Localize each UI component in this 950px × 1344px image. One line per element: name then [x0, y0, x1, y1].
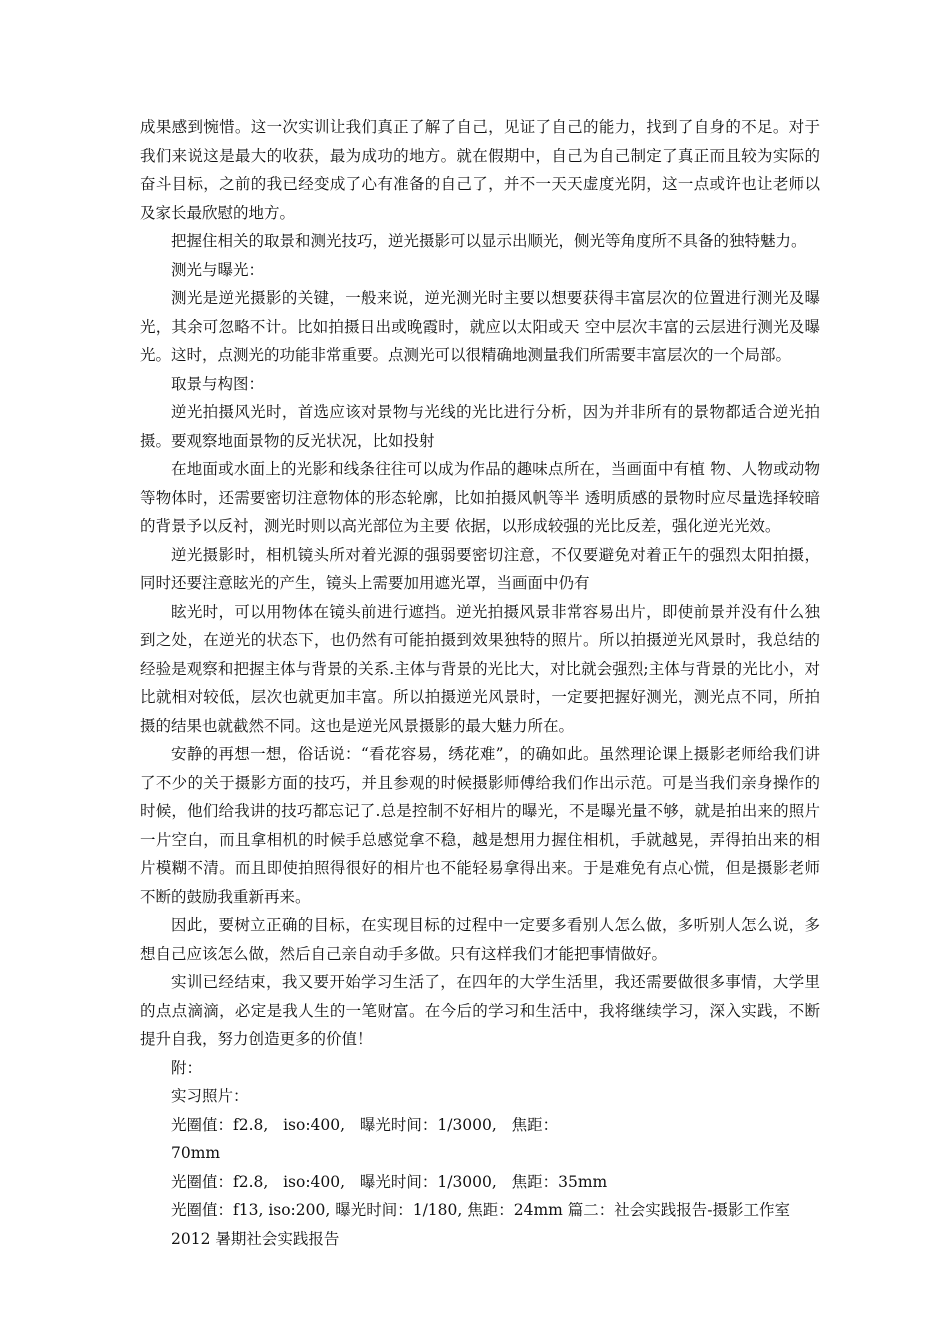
appendix-label: 附： — [171, 1058, 203, 1077]
paragraph-glare-blocking: 眩光时，可以用物体在镜头前进行遮挡。逆光拍摄风景非常容易出片，即使前景并没有什么独到之处，在逆光的状态下，也仍然有可能拍摄到效果独特的照片。所以拍摄逆光风景时，我总结的经验是观察和把握主体与背景的关系.主体与背景的光比大，对比就会强烈;主体与背景的光比小，对比就相对较低，层次也就更加丰富。所以拍摄逆光风景时，一定要把握好测光，测光点不同，所拍摄的结果也就截然不同。这也是逆光风景摄影的最大魅力所在。 — [140, 602, 820, 735]
photos-label: 实习照片： — [171, 1087, 249, 1105]
heading-framing-composition: 取景与构图： — [171, 374, 265, 393]
photo-settings-line-2: 光圈值：f2.8, iso:400, 曝光时间：1/3000, 焦距：35mm — [171, 1172, 608, 1191]
photo-settings-line-3: 光圈值：f13, iso:200, 曝光时间：1/180, 焦距：24mm 篇二：社会实践报告-摄影工作室 — [171, 1201, 791, 1219]
paragraph-metering: 测光是逆光摄影的关键，一般来说，逆光测光时主要以想要获得丰富层次的位置进行测光及曝光，其余可忽略不计。比如拍摄日出或晚霞时，就应以太阳或天 空中层次丰富的云层进行测光及曝光。这时，点测光的功能非常重要。点测光可以很精确地测量我们所需要丰富层次的一个局部。 — [140, 289, 820, 364]
paragraph-framing: 逆光拍摄风光时，首选应该对景物与光线的光比进行分析，因为并非所有的景物都适合逆光拍摄。要观察地面景物的反光状况，比如投射 — [140, 403, 820, 450]
heading-metering-exposure: 测光与曝光： — [171, 260, 265, 279]
document-page — [140, 113, 820, 1253]
photo-settings-line-1-cont: 70mm — [171, 1144, 221, 1162]
paragraph-reflection: 安静的再想一想，俗话说：“看花容易，绣花难”，的确如此。虽然理论课上摄影老师给我们讲了不少的关于摄影方面的技巧，并且参观的时候摄影师傅给我们作出示范。可是当我们亲身操作的时候，他们给我讲的技巧都忘记了.总是控制不好相片的曝光，不是曝光量不够，就是拍出来的照片一片空白，而且拿相机的时候手总感觉拿不稳，越是想用力握住相机，手就越晃，弄得拍出来的相片模糊不清。而且即使拍照得很好的相片也不能轻易拿得出来。于是难免有点心慌，但是摄影老师不断的鼓励我重新再来。 — [140, 745, 820, 906]
paragraph-light-shadow: 在地面或水面上的光影和线条往往可以成为作品的趣味点所在，当画面中有植 物、人物或动物等物体时，还需要密切注意物体的形态轮廓，比如拍摄风帆等半 透明质感的景物时应尽量选择较暗的背景予以反衬，测光时则以高光部位为主要 依据，以形成较强的光比反差，强化逆光光效。 — [140, 460, 820, 535]
paragraph-intro: 成果感到惋惜。这一次实训让我们真正了解了自己，见证了自己的能力，找到了自身的不足。对于我们来说这是最大的收获，最为成功的地方。就在假期中，自己为自己制定了真正而且较为实际的奋斗目标，之前的我已经变成了心有准备的自己了，并不一天天虚度光阴，这一点或许也让老师以及家长最欣慰的地方。 — [140, 118, 820, 222]
paragraph-conclusion: 实训已经结束，我又要开始学习生活了，在四年的大学生活里，我还需要做很多事情，大学里的点点滴滴，必定是我人生的一笔财富。在今后的学习和生活中，我将继续学习，深入实践，不断提升自我，努力创造更多的价值！ — [140, 973, 820, 1048]
paragraph-goals: 因此，要树立正确的目标，在实现目标的过程中一定要多看别人怎么做，多听别人怎么说，多想自己应该怎么做，然后自己亲自动手多做。只有这样我们才能把事情做好。 — [140, 916, 820, 963]
report-title: 2012 暑期社会实践报告 — [171, 1229, 340, 1248]
paragraph-backlight-charm: 把握住相关的取景和测光技巧，逆光摄影可以显示出顺光，侧光等角度所不具备的独特魅力。 — [171, 232, 807, 250]
photo-settings-line-1: 光圈值：f2.8, iso:400, 曝光时间：1/3000, 焦距： — [171, 1115, 559, 1134]
paragraph-lens-flare: 逆光摄影时，相机镜头所对着光源的强弱要密切注意，不仅要避免对着正午的强烈太阳拍摄，同时还要注意眩光的产生，镜头上需要加用遮光罩，当画面中仍有 — [140, 545, 820, 592]
